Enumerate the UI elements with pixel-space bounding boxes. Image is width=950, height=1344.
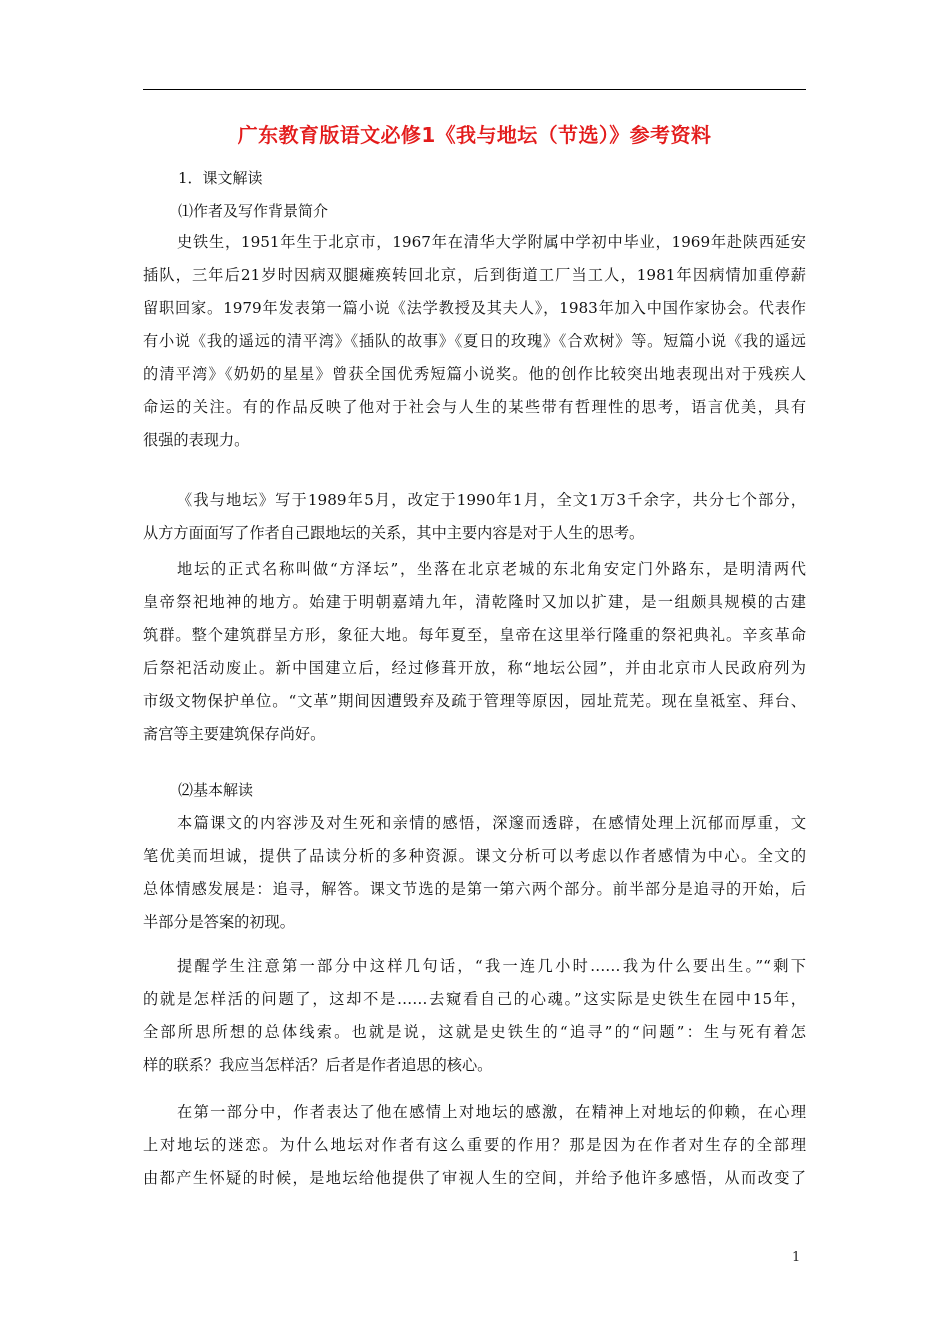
subsection-heading-background: ⑴作者及写作背景简介 bbox=[178, 202, 329, 220]
text-line: 总体情感发展是：追寻，解答。课文节选的是第一第六两个部分。前半部分是追寻的开始，后 bbox=[143, 880, 806, 898]
paragraph-part-one-analysis bbox=[143, 1096, 806, 1195]
text-line: 笔优美而坦诚，提供了品读分析的多种资源。课文分析可以考虑以作者感情为中心。全文的 bbox=[143, 847, 806, 865]
text-line: 上对地坛的迷恋。为什么地坛对作者有这么重要的作用？那是因为在作者对生存的全部理 bbox=[143, 1136, 806, 1154]
document-title: 广东教育版语文必修1《我与地坛（节选）》参考资料 bbox=[237, 123, 712, 147]
text-line: 后祭祀活动废止。新中国建立后，经过修葺开放，称“地坛公园”，并由北京市人民政府列为 bbox=[143, 659, 806, 677]
text-line: 由都产生怀疑的时候，是地坛给他提供了审视人生的空间，并给予他许多感悟，从而改变了 bbox=[143, 1169, 806, 1187]
text-line: 史铁生，1951年生于北京市，1967年在清华大学附属中学初中毕业，1969年赴陕西延安 bbox=[177, 233, 806, 251]
page-number: 1 bbox=[792, 1250, 801, 1265]
paragraph-key-sentences bbox=[143, 950, 806, 1082]
text-line: 的清平湾》《奶奶的星星》曾获全国优秀短篇小说奖。他的创作比较突出地表现出对于残疾人 bbox=[143, 365, 806, 383]
text-line: 地坛的正式名称叫做“方泽坛”，坐落在北京老城的东北角安定门外路东，是明清两代 bbox=[177, 560, 806, 578]
text-line: 的就是怎样活的问题了，这却不是……去窥看自己的心魂。”这实际是史铁生在园中15年， bbox=[143, 990, 806, 1008]
subsection-heading-basic-reading: ⑵基本解读 bbox=[178, 781, 254, 799]
text-line: 从方方面面写了作者自己跟地坛的关系，其中主要内容是对于人生的思考。 bbox=[143, 524, 645, 542]
text-line: 本篇课文的内容涉及对生死和亲情的感悟，深邃而透辟，在感情处理上沉郁而厚重，文 bbox=[177, 814, 806, 832]
paragraph-author-bio bbox=[143, 226, 806, 457]
section-heading: 1．课文解读 bbox=[178, 169, 263, 187]
text-line: 斋宫等主要建筑保存尚好。 bbox=[143, 725, 326, 743]
text-line: 《我与地坛》写于1989年5月，改定于1990年1月，全文1万3千余字，共分七个部分， bbox=[177, 491, 806, 509]
text-line: 插队，三年后21岁时因病双腿瘫痪转回北京，后到街道工厂当工人，1981年因病情加重停薪 bbox=[143, 266, 806, 284]
text-line: 留职回家。1979年发表第一篇小说《法学教授及其夫人》，1983年加入中国作家协会。代表作 bbox=[143, 299, 806, 317]
text-line: 提醒学生注意第一部分中这样几句话，“我一连几小时……我为什么要出生。”“剩下 bbox=[177, 957, 806, 975]
header-rule bbox=[143, 89, 806, 90]
paragraph-work-intro bbox=[143, 484, 806, 550]
text-line: 半部分是答案的初现。 bbox=[143, 913, 295, 931]
paragraph-ditan-history bbox=[143, 553, 806, 751]
text-line: 很强的表现力。 bbox=[143, 431, 250, 449]
text-line: 全部所思所想的总体线索。也就是说，这就是史铁生的“追寻”的“问题”：生与死有着怎 bbox=[143, 1023, 806, 1041]
text-line: 有小说《我的遥远的清平湾》《插队的故事》《夏日的玫瑰》《合欢树》等。短篇小说《我的遥远 bbox=[143, 332, 806, 350]
paragraph-basic-reading bbox=[143, 807, 806, 939]
text-line: 命运的关注。有的作品反映了他对于社会与人生的某些带有哲理性的思考，语言优美，具有 bbox=[143, 398, 806, 416]
text-line: 在第一部分中，作者表达了他在感情上对地坛的感激，在精神上对地坛的仰赖，在心理 bbox=[177, 1103, 806, 1121]
text-line: 样的联系？我应当怎样活？后者是作者追思的核心。 bbox=[143, 1056, 493, 1074]
text-line: 筑群。整个建筑群呈方形，象征大地。每年夏至，皇帝在这里举行隆重的祭祀典礼。辛亥革命 bbox=[143, 626, 806, 644]
text-line: 市级文物保护单位。“文革”期间因遭毁弃及疏于管理等原因，园址荒芜。现在皇祗室、拜台、 bbox=[143, 692, 806, 710]
text-line: 皇帝祭祀地神的地方。始建于明朝嘉靖九年，清乾隆时又加以扩建，是一组颇具规模的古建 bbox=[143, 593, 806, 611]
